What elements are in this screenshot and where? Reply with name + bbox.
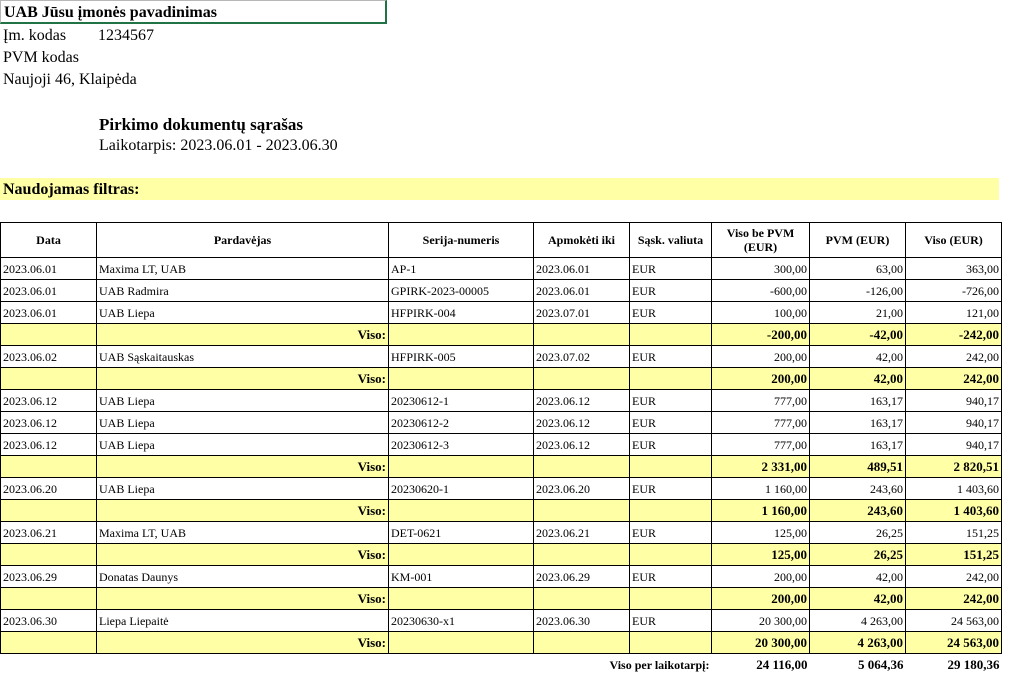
cell-currency[interactable] [630,588,712,610]
cell-due-date[interactable]: 2023.06.29 [534,566,630,588]
cell-seller[interactable]: Donatas Daunys [97,566,389,588]
cell-seller[interactable]: UAB Liepa [97,478,389,500]
cell-net[interactable]: 125,00 [712,522,810,544]
subtotal-row [1,324,1002,346]
subtotal-row [1,500,1002,522]
subtotal-row [1,544,1002,566]
cell-number[interactable]: 20230612-2 [389,412,534,434]
subtotal-vat[interactable]: 26,25 [810,544,906,566]
column-header-number[interactable]: Serija-numeris [389,223,534,258]
column-header-due-date[interactable]: Apmokėti iki [534,223,630,258]
column-header-currency[interactable]: Sąsk. valiuta [630,223,712,258]
grand-total-vat[interactable]: 5 064,36 [858,656,904,672]
cell-vat[interactable]: 163,17 [810,412,906,434]
table-body [1,258,1002,654]
cell-number[interactable]: 20230612-3 [389,434,534,456]
subtotal-label[interactable]: Viso: [97,500,389,522]
vat-code-label: PVM kodas [3,49,80,66]
cell-net[interactable]: 300,00 [712,258,810,280]
cell-total[interactable]: 940,17 [906,412,1002,434]
cell-date[interactable] [1,632,97,654]
table-row [1,258,1002,280]
cell-total[interactable]: 363,00 [906,258,1002,280]
cell-vat[interactable]: 243,60 [810,478,906,500]
subtotal-total[interactable]: 151,25 [906,544,1002,566]
subtotal-total[interactable]: 242,00 [906,368,1002,390]
cell-number[interactable]: HFPIRK-004 [389,302,534,324]
cell-currency[interactable]: EUR [630,610,712,632]
subtotal-vat[interactable]: 42,00 [810,368,906,390]
cell-vat[interactable]: 163,17 [810,434,906,456]
cell-date[interactable]: 2023.06.12 [1,434,97,456]
subtotal-net[interactable]: -200,00 [712,324,810,346]
cell-seller[interactable]: UAB Liepa [97,412,389,434]
table-row [1,478,1002,500]
subtotal-net[interactable]: 20 300,00 [712,632,810,654]
table-row [1,346,1002,368]
cell-total[interactable]: 242,00 [906,566,1002,588]
table-row [1,412,1002,434]
cell-due-date[interactable] [534,632,630,654]
filter-bar [0,178,999,200]
cell-currency[interactable] [630,544,712,566]
grand-total-net[interactable]: 24 116,00 [756,656,808,672]
cell-seller[interactable]: UAB Liepa [97,434,389,456]
cell-seller[interactable]: Maxima LT, UAB [97,522,389,544]
cell-vat[interactable]: 4 263,00 [810,610,906,632]
cell-due-date[interactable]: 2023.06.30 [534,610,630,632]
cell-due-date[interactable]: 2023.06.21 [534,522,630,544]
column-header-date[interactable]: Data [1,223,97,258]
cell-currency[interactable] [630,324,712,346]
column-header-vat[interactable]: PVM (EUR) [810,223,906,258]
cell-date[interactable] [1,456,97,478]
cell-number[interactable]: 20230630-x1 [389,610,534,632]
cell-number[interactable]: 20230612-1 [389,390,534,412]
cell-date[interactable]: 2023.06.01 [1,302,97,324]
cell-currency[interactable]: EUR [630,302,712,324]
cell-currency[interactable]: EUR [630,280,712,302]
cell-currency[interactable]: EUR [630,412,712,434]
column-header-total[interactable]: Viso (EUR) [906,223,1002,258]
cell-due-date[interactable]: 2023.07.01 [534,302,630,324]
cell-due-date[interactable]: 2023.06.01 [534,258,630,280]
cell-number[interactable] [389,544,534,566]
cell-seller[interactable]: UAB Sąskaitauskas [97,346,389,368]
cell-currency[interactable]: EUR [630,566,712,588]
subtotal-label[interactable]: Viso: [97,544,389,566]
cell-due-date[interactable]: 2023.06.12 [534,390,630,412]
cell-currency[interactable]: EUR [630,434,712,456]
cell-date[interactable]: 2023.06.21 [1,522,97,544]
subtotal-row [1,632,1002,654]
cell-vat[interactable]: 42,00 [810,346,906,368]
cell-total[interactable]: 940,17 [906,434,1002,456]
cell-currency[interactable] [630,368,712,390]
subtotal-net[interactable]: 125,00 [712,544,810,566]
company-code-value: 1234567 [98,27,154,44]
cell-due-date[interactable]: 2023.06.12 [534,434,630,456]
cell-currency[interactable]: EUR [630,478,712,500]
cell-net[interactable]: 1 160,00 [712,478,810,500]
cell-vat[interactable]: -126,00 [810,280,906,302]
cell-number[interactable] [389,368,534,390]
cell-currency[interactable]: EUR [630,258,712,280]
cell-due-date[interactable] [534,456,630,478]
cell-date[interactable] [1,544,97,566]
cell-vat[interactable]: 26,25 [810,522,906,544]
cell-date[interactable]: 2023.06.01 [1,280,97,302]
company-name-cell[interactable] [0,0,387,24]
cell-net[interactable]: 200,00 [712,566,810,588]
subtotal-net[interactable]: 2 331,00 [712,456,810,478]
subtotal-vat[interactable]: 42,00 [810,588,906,610]
cell-number[interactable]: KM-001 [389,566,534,588]
cell-due-date[interactable] [534,588,630,610]
subtotal-vat[interactable]: -42,00 [810,324,906,346]
cell-due-date[interactable] [534,368,630,390]
company-address: Naujoji 46, Klaipėda [3,71,137,88]
table-row [1,566,1002,588]
cell-date[interactable]: 2023.06.01 [1,258,97,280]
company-name: UAB Jūsu įmonės pavadinimas [4,4,217,21]
table-row [1,522,1002,544]
cell-net[interactable]: 777,00 [712,412,810,434]
cell-number[interactable] [389,500,534,522]
purchase-documents-table [0,222,1002,676]
cell-currency[interactable]: EUR [630,346,712,368]
cell-number[interactable]: DET-0621 [389,522,534,544]
subtotal-row [1,588,1002,610]
cell-currency[interactable] [630,632,712,654]
cell-net[interactable]: 20 300,00 [712,610,810,632]
cell-total[interactable]: 1 403,60 [906,478,1002,500]
cell-number[interactable] [389,456,534,478]
cell-due-date[interactable] [534,544,630,566]
company-code-line [3,27,154,45]
subtotal-total[interactable]: 242,00 [906,588,1002,610]
grand-total-label: Viso per laikotarpį: [609,657,710,672]
cell-due-date[interactable]: 2023.06.20 [534,478,630,500]
cell-date[interactable]: 2023.06.12 [1,390,97,412]
subtotal-label[interactable]: Viso: [97,588,389,610]
subtotal-vat[interactable]: 243,60 [810,500,906,522]
document-title: Pirkimo dokumentų sąrašas [99,115,304,134]
cell-due-date[interactable] [534,500,630,522]
table-header-row [1,223,1002,258]
cell-currency[interactable]: EUR [630,390,712,412]
cell-net[interactable]: -600,00 [712,280,810,302]
subtotal-vat[interactable]: 489,51 [810,456,906,478]
subtotal-row [1,368,1002,390]
cell-date[interactable] [1,368,97,390]
cell-net[interactable]: 777,00 [712,390,810,412]
subtotal-net[interactable]: 200,00 [712,588,810,610]
cell-net[interactable]: 100,00 [712,302,810,324]
cell-net[interactable]: 777,00 [712,434,810,456]
cell-total[interactable]: 151,25 [906,522,1002,544]
subtotal-total[interactable]: -242,00 [906,324,1002,346]
cell-date[interactable]: 2023.06.12 [1,412,97,434]
table-row [1,302,1002,324]
cell-date[interactable] [1,500,97,522]
grand-total-row [1,654,1002,676]
cell-total[interactable]: -726,00 [906,280,1002,302]
cell-due-date[interactable] [534,324,630,346]
cell-seller[interactable]: UAB Liepa [97,390,389,412]
cell-currency[interactable] [630,500,712,522]
subtotal-total[interactable]: 1 403,60 [906,500,1002,522]
cell-date[interactable]: 2023.06.30 [1,610,97,632]
cell-seller[interactable]: UAB Liepa [97,302,389,324]
document-period: Laikotarpis: 2023.06.01 - 2023.06.30 [99,137,338,154]
cell-due-date[interactable]: 2023.06.12 [534,412,630,434]
cell-seller[interactable]: Maxima LT, UAB [97,258,389,280]
cell-net[interactable]: 200,00 [712,346,810,368]
filter-label: Naudojamas filtras: [3,181,140,198]
cell-date[interactable] [1,324,97,346]
cell-total[interactable]: 121,00 [906,302,1002,324]
company-code-label: Įm. kodas [3,27,67,44]
subtotal-label[interactable]: Viso: [97,368,389,390]
subtotal-label[interactable]: Viso: [97,324,389,346]
cell-total[interactable]: 242,00 [906,346,1002,368]
table-row [1,280,1002,302]
cell-number[interactable] [389,324,534,346]
cell-due-date[interactable]: 2023.07.02 [534,346,630,368]
subtotal-row [1,456,1002,478]
cell-number[interactable]: HFPIRK-005 [389,346,534,368]
cell-number[interactable]: 20230620-1 [389,478,534,500]
subtotal-label[interactable]: Viso: [97,632,389,654]
cell-date[interactable]: 2023.06.02 [1,346,97,368]
cell-currency[interactable]: EUR [630,522,712,544]
subtotal-net[interactable]: 1 160,00 [712,500,810,522]
cell-total[interactable]: 24 563,00 [906,610,1002,632]
cell-number[interactable] [389,632,534,654]
cell-seller[interactable]: Liepa Liepaitė [97,610,389,632]
column-header-seller[interactable]: Pardavėjas [97,223,389,258]
subtotal-total[interactable]: 2 820,51 [906,456,1002,478]
subtotal-label[interactable]: Viso: [97,456,389,478]
cell-number[interactable]: GPIRK-2023-00005 [389,280,534,302]
table-row [1,390,1002,412]
cell-vat[interactable]: 163,17 [810,390,906,412]
cell-date[interactable]: 2023.06.20 [1,478,97,500]
column-header-net[interactable]: Viso be PVM (EUR) [712,223,810,258]
subtotal-total[interactable]: 24 563,00 [906,632,1002,654]
cell-date[interactable] [1,588,97,610]
cell-currency[interactable] [630,456,712,478]
cell-seller[interactable]: UAB Radmira [97,280,389,302]
cell-vat[interactable]: 63,00 [810,258,906,280]
cell-number[interactable]: AP-1 [389,258,534,280]
cell-vat[interactable]: 21,00 [810,302,906,324]
subtotal-net[interactable]: 200,00 [712,368,810,390]
cell-vat[interactable]: 42,00 [810,566,906,588]
subtotal-vat[interactable]: 4 263,00 [810,632,906,654]
table-row [1,434,1002,456]
cell-total[interactable]: 940,17 [906,390,1002,412]
table-row [1,610,1002,632]
cell-number[interactable] [389,588,534,610]
grand-total-total[interactable]: 29 180,36 [947,656,1000,672]
cell-date[interactable]: 2023.06.29 [1,566,97,588]
cell-due-date[interactable]: 2023.06.01 [534,280,630,302]
